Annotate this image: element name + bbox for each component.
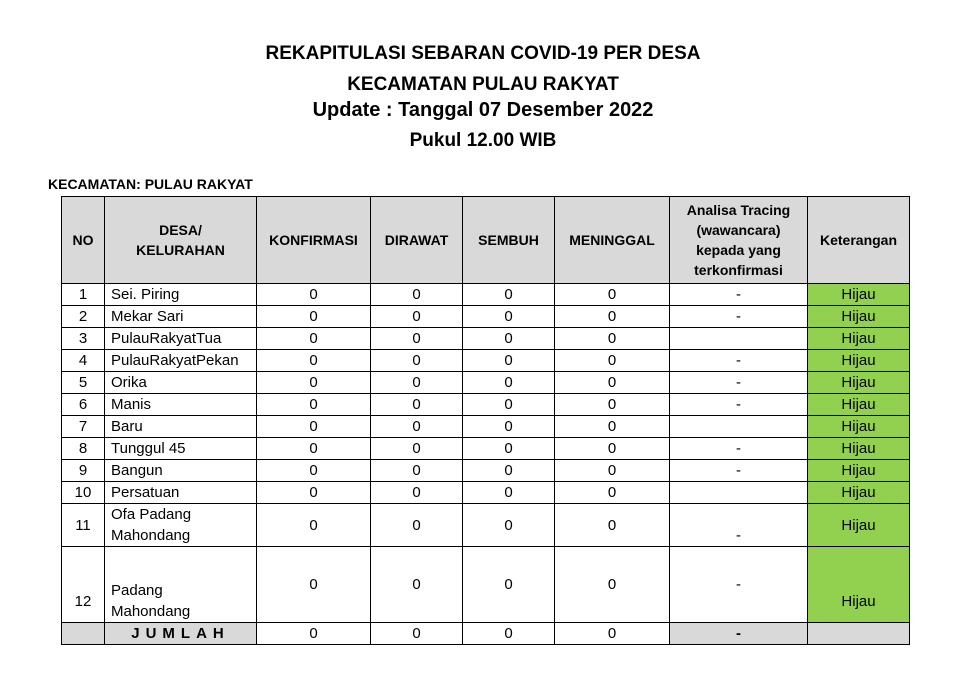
total-label [105, 623, 257, 645]
row-sembuh: 0 [463, 460, 555, 482]
row-sembuh: 0 [463, 372, 555, 394]
row-dirawat: 0 [371, 350, 463, 372]
row-desa-line2: Mahondang [111, 603, 191, 620]
table-row [62, 416, 910, 438]
table-row [62, 547, 910, 623]
row-no: 3 [62, 328, 105, 350]
row-konfirmasi: 0 [257, 394, 371, 416]
row-meninggal: 0 [555, 460, 670, 482]
row-sembuh: 0 [463, 328, 555, 350]
row-no: 12 [62, 547, 105, 623]
row-desa: Manis [105, 394, 257, 416]
row-tracing: - [670, 350, 808, 372]
row-konfirmasi: 0 [257, 504, 371, 547]
row-tracing [670, 328, 808, 350]
row-sembuh: 0 [463, 416, 555, 438]
header-no: NO [62, 197, 105, 284]
row-sembuh: 0 [463, 306, 555, 328]
row-meninggal: 0 [555, 284, 670, 306]
row-tracing: - [670, 394, 808, 416]
report-subtitle: KECAMATAN PULAU RAKYAT [347, 74, 619, 95]
row-konfirmasi: 0 [257, 328, 371, 350]
row-meninggal: 0 [555, 394, 670, 416]
report-title: REKAPITULASI SEBARAN COVID-19 PER DESA [265, 43, 701, 64]
row-dirawat: 0 [371, 372, 463, 394]
table-row [62, 482, 910, 504]
row-dirawat: 0 [371, 460, 463, 482]
table-row [62, 438, 910, 460]
row-sembuh: 0 [463, 284, 555, 306]
header-sembuh: SEMBUH [463, 197, 555, 284]
row-no: 4 [62, 350, 105, 372]
row-no: 11 [62, 504, 105, 547]
row-sembuh: 0 [463, 350, 555, 372]
report-update-date: Update : Tanggal 07 Desember 2022 [312, 99, 654, 121]
row-keterangan: Hijau [808, 306, 910, 328]
row-meninggal: 0 [555, 547, 670, 623]
total-row [62, 623, 910, 645]
table-row [62, 504, 910, 547]
row-keterangan: Hijau [808, 394, 910, 416]
row-tracing: - [670, 460, 808, 482]
total-no [62, 623, 105, 645]
total-konfirmasi: 0 [257, 623, 371, 645]
header-konfirmasi: KONFIRMASI [257, 197, 371, 284]
table-row [62, 460, 910, 482]
row-keterangan: Hijau [808, 350, 910, 372]
table-row [62, 328, 910, 350]
row-konfirmasi: 0 [257, 350, 371, 372]
row-no: 5 [62, 372, 105, 394]
row-keterangan: Hijau [808, 482, 910, 504]
header-tracing-line2: (wawancara) [696, 222, 781, 238]
kecamatan-label: KECAMATAN: PULAU RAKYAT [48, 176, 253, 192]
row-meninggal: 0 [555, 504, 670, 547]
row-konfirmasi: 0 [257, 482, 371, 504]
row-dirawat: 0 [371, 504, 463, 547]
row-konfirmasi: 0 [257, 306, 371, 328]
row-no: 2 [62, 306, 105, 328]
table-row [62, 306, 910, 328]
row-desa: Tunggul 45 [105, 438, 257, 460]
row-dirawat: 0 [371, 328, 463, 350]
row-konfirmasi: 0 [257, 284, 371, 306]
report-update-time: Pukul 12.00 WIB [409, 130, 557, 151]
row-desa-line1: Padang [111, 582, 163, 599]
row-tracing [670, 482, 808, 504]
row-no: 8 [62, 438, 105, 460]
header-desa-line2: KELURAHAN [136, 242, 225, 258]
row-konfirmasi: 0 [257, 372, 371, 394]
row-keterangan: Hijau [808, 416, 910, 438]
row-no: 6 [62, 394, 105, 416]
total-meninggal: 0 [555, 623, 670, 645]
row-dirawat: 0 [371, 482, 463, 504]
row-dirawat: 0 [371, 394, 463, 416]
row-desa: PulauRakyatPekan [105, 350, 257, 372]
row-konfirmasi: 0 [257, 416, 371, 438]
row-tracing: - [670, 372, 808, 394]
row-desa-line2: Mahondang [111, 527, 191, 544]
row-meninggal: 0 [555, 328, 670, 350]
row-desa: Mekar Sari [105, 306, 257, 328]
row-meninggal: 0 [555, 306, 670, 328]
row-dirawat: 0 [371, 438, 463, 460]
total-tracing: - [670, 623, 808, 645]
total-sembuh: 0 [463, 623, 555, 645]
row-keterangan: Hijau [808, 547, 910, 623]
row-meninggal: 0 [555, 416, 670, 438]
header-tracing-line1: Analisa Tracing [686, 202, 791, 218]
row-no: 9 [62, 460, 105, 482]
row-tracing: - [670, 547, 808, 623]
table-row [62, 372, 910, 394]
header-dirawat: DIRAWAT [371, 197, 463, 284]
table-row [62, 394, 910, 416]
row-dirawat: 0 [371, 547, 463, 623]
row-konfirmasi: 0 [257, 547, 371, 623]
row-keterangan: Hijau [808, 438, 910, 460]
header-desa-line1: DESA/ [159, 222, 202, 238]
header-tracing-line3: kepada yang [696, 242, 781, 258]
row-desa: Orika [105, 372, 257, 394]
row-desa: Baru [105, 416, 257, 438]
row-desa: Persatuan [105, 482, 257, 504]
row-desa [105, 504, 257, 547]
row-dirawat: 0 [371, 284, 463, 306]
table-row [62, 284, 910, 306]
row-meninggal: 0 [555, 372, 670, 394]
row-tracing [670, 416, 808, 438]
row-desa: Bangun [105, 460, 257, 482]
row-desa: PulauRakyatTua [105, 328, 257, 350]
row-no: 10 [62, 482, 105, 504]
row-keterangan: Hijau [808, 328, 910, 350]
row-desa [105, 547, 257, 623]
row-tracing: - [670, 438, 808, 460]
header-tracing [670, 197, 808, 284]
covid-recap-table [61, 196, 910, 645]
row-tracing: - [670, 306, 808, 328]
row-sembuh: 0 [463, 438, 555, 460]
header-tracing-line4: terkonfirmasi [694, 262, 783, 278]
row-desa: Sei. Piring [105, 284, 257, 306]
row-no: 1 [62, 284, 105, 306]
row-sembuh: 0 [463, 394, 555, 416]
row-sembuh: 0 [463, 547, 555, 623]
header-desa [105, 197, 257, 284]
row-meninggal: 0 [555, 350, 670, 372]
row-dirawat: 0 [371, 306, 463, 328]
row-meninggal: 0 [555, 438, 670, 460]
row-no: 7 [62, 416, 105, 438]
header-meninggal: MENINGGAL [555, 197, 670, 284]
total-label-text: JUMLAH [131, 625, 230, 642]
total-dirawat: 0 [371, 623, 463, 645]
row-keterangan: Hijau [808, 460, 910, 482]
row-sembuh: 0 [463, 482, 555, 504]
row-sembuh: 0 [463, 504, 555, 547]
row-meninggal: 0 [555, 482, 670, 504]
header-keterangan: Keterangan [808, 197, 910, 284]
row-desa-line1: Ofa Padang [111, 506, 192, 523]
total-keterangan [808, 623, 910, 645]
row-keterangan: Hijau [808, 372, 910, 394]
table-header-row [62, 197, 910, 284]
row-dirawat: 0 [371, 416, 463, 438]
row-tracing: - [670, 504, 808, 547]
row-konfirmasi: 0 [257, 438, 371, 460]
row-keterangan: Hijau [808, 504, 910, 547]
row-keterangan: Hijau [808, 284, 910, 306]
row-tracing: - [670, 284, 808, 306]
row-konfirmasi: 0 [257, 460, 371, 482]
table-row [62, 350, 910, 372]
